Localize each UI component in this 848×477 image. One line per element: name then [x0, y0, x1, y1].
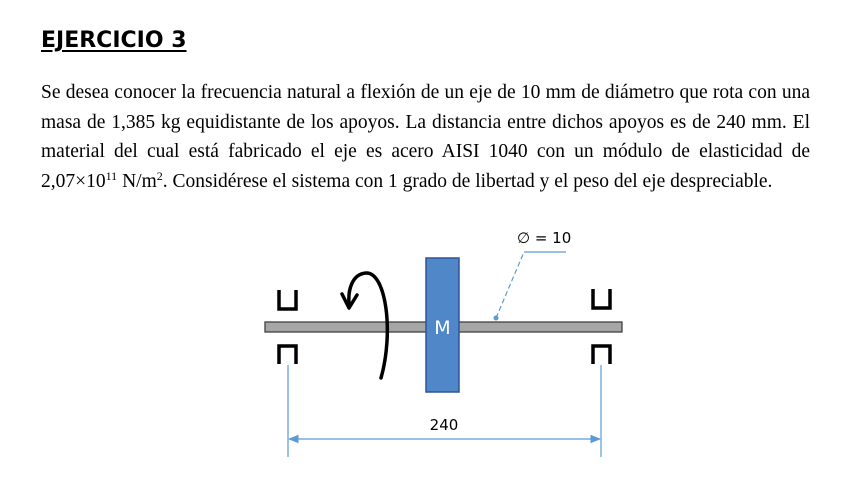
mass-label: M — [434, 317, 451, 339]
right-lower-support — [593, 346, 610, 364]
diameter-callout — [494, 229, 572, 321]
diameter-label: ∅ = 10 — [517, 229, 572, 247]
diameter-leader-dot — [494, 316, 499, 321]
statement-text-part1: Se desea conocer la frecuencia natural a flexión de un eje de 10 mm de diámetro que rota con una masa de 1,385 kg equidistante de los apoyos. La distancia entre dichos apoyos es de 240 mm. El material del cual está fabricado el eje es acero AISI 1040 con un módulo de elasticidad de 2,07×10 — [41, 82, 810, 192]
right-upper-support — [593, 289, 610, 308]
left-lower-support — [279, 346, 296, 364]
exponent-superscript: 11 — [105, 168, 118, 183]
left-upper-support — [279, 290, 296, 309]
diameter-leader-line — [496, 252, 524, 318]
exercise-title: EJERCICIO 3 — [41, 28, 187, 53]
unit-superscript: 2 — [156, 168, 163, 183]
span-label: 240 — [429, 416, 459, 434]
statement-text-part3: . Considérese el sistema con 1 grado de libertad y el peso del eje despreciable. — [162, 170, 773, 192]
statement-unit-text: N/m — [117, 170, 157, 192]
